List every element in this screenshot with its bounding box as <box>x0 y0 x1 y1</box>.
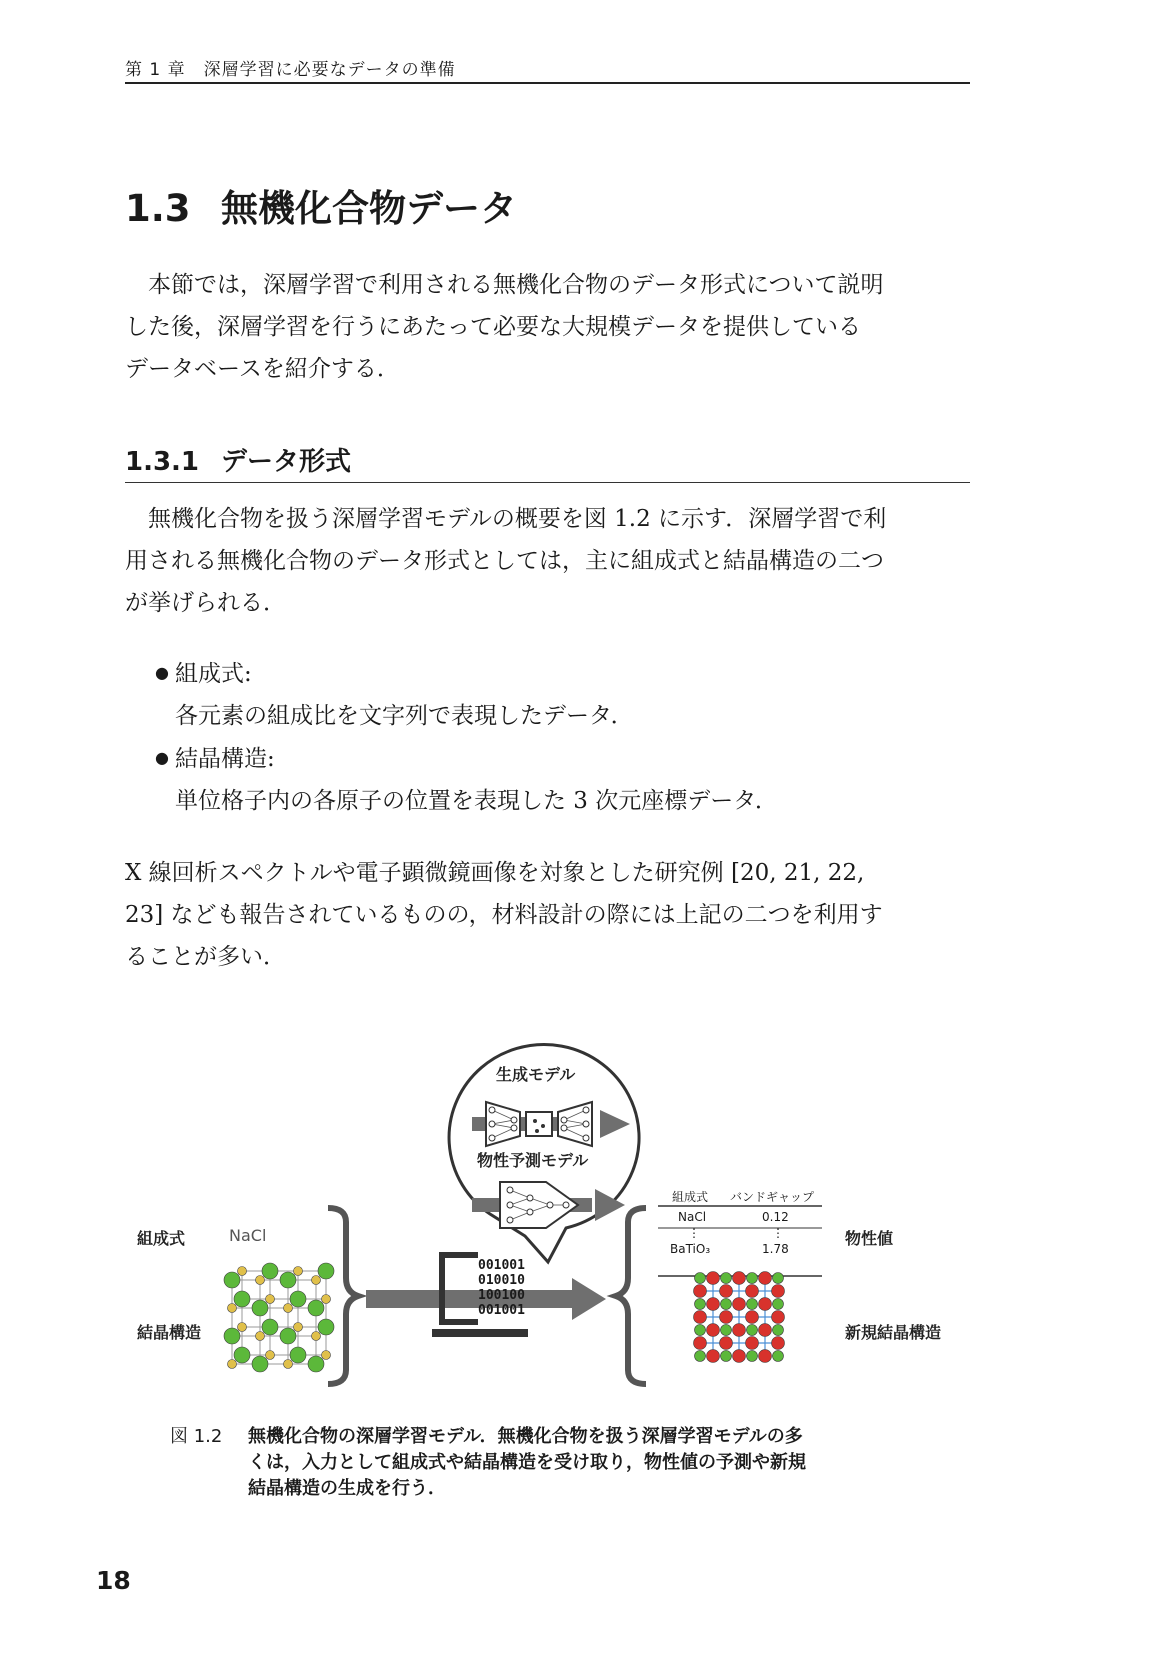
atom <box>707 1298 720 1311</box>
intro-line-3: データベースを紹介する． <box>125 356 400 382</box>
input-structure-label: 結晶構造 <box>137 1323 202 1342</box>
atom <box>759 1324 772 1337</box>
intro-line-2: した後，深層学習を行うにあたって必要な大規模データを提供している <box>125 314 861 340</box>
atom <box>238 1267 247 1276</box>
atom <box>312 1332 321 1341</box>
atom <box>759 1298 772 1311</box>
atom <box>747 1351 758 1362</box>
atom <box>256 1276 265 1285</box>
p2-line-3: が挙げられる． <box>125 590 286 616</box>
other-data-paragraph <box>125 852 975 978</box>
subsection-title-text: データ形式 <box>221 447 352 477</box>
atom <box>733 1324 746 1337</box>
intro-paragraph <box>125 264 975 390</box>
atom <box>238 1323 247 1332</box>
binary-line: 010010 <box>478 1273 525 1288</box>
subsection-rule <box>125 482 970 483</box>
figure-caption <box>170 1424 930 1502</box>
atom <box>256 1332 265 1341</box>
atom <box>772 1311 785 1324</box>
atom <box>747 1299 758 1310</box>
table-header-row <box>658 1188 822 1206</box>
atom <box>252 1356 268 1372</box>
atom <box>707 1324 720 1337</box>
table-row <box>658 1226 822 1242</box>
atom <box>280 1328 296 1344</box>
atom <box>694 1311 707 1324</box>
atom <box>294 1323 303 1332</box>
atom <box>252 1300 268 1316</box>
bullet-desc-composition: 各元素の組成比を文字列で表現したデータ． <box>175 703 634 729</box>
atom <box>318 1263 334 1279</box>
atom <box>228 1304 237 1313</box>
atom <box>262 1319 278 1335</box>
header-rule <box>125 82 970 84</box>
right-brace <box>616 1208 646 1384</box>
atom <box>733 1272 746 1285</box>
atom <box>695 1351 706 1362</box>
page-number: 18 <box>96 1566 131 1595</box>
binary-data <box>478 1258 525 1318</box>
table-cell-formula: ⋮ <box>688 1226 700 1240</box>
atom <box>733 1350 746 1363</box>
atom <box>707 1350 720 1363</box>
p2-line-1: 無機化合物を扱う深層学習モデルの概要を図 1.2 に示す．深層学習で利 <box>148 506 887 532</box>
caption-line-2: くは，入力として組成式や結晶構造を受け取り，物性値の予測や新規 <box>248 1452 806 1473</box>
table-header-bandgap: バンドギャップ <box>730 1190 815 1204</box>
data-format-paragraph <box>125 498 975 624</box>
atom <box>234 1291 250 1307</box>
table-cell-formula: BaTiO₃ <box>670 1242 711 1256</box>
binary-line: 001001 <box>478 1258 525 1273</box>
figure-1-2 <box>0 1040 1165 1410</box>
section-title-text: 無機化合物データ <box>221 187 517 230</box>
generative-model-label: 生成モデル <box>496 1065 576 1084</box>
atom <box>746 1337 759 1350</box>
atom <box>695 1325 706 1336</box>
atom <box>720 1311 733 1324</box>
atom <box>759 1350 772 1363</box>
atom <box>284 1360 293 1369</box>
generative-model-icon <box>472 1102 630 1146</box>
atom <box>720 1337 733 1350</box>
binary-line: 001001 <box>478 1303 525 1318</box>
atom <box>308 1356 324 1372</box>
atom <box>280 1272 296 1288</box>
atom <box>294 1267 303 1276</box>
output-structure-label: 新規結晶構造 <box>845 1323 942 1342</box>
atom <box>234 1347 250 1363</box>
table-cell-formula: NaCl <box>678 1210 707 1224</box>
atom <box>308 1300 324 1316</box>
atom <box>694 1337 707 1350</box>
predictive-model-icon <box>472 1182 625 1228</box>
bullet-list <box>155 652 778 822</box>
atom <box>322 1295 331 1304</box>
caption-number: 図 1.2 <box>170 1426 223 1447</box>
atom <box>772 1337 785 1350</box>
atom <box>266 1351 275 1360</box>
atom <box>773 1299 784 1310</box>
bullet-term-structure: ● 結晶構造: <box>155 737 778 780</box>
atom <box>721 1273 732 1284</box>
p3-line-3: ることが多い． <box>125 944 286 970</box>
p3-line-1: X 線回析スペクトルや電子顕微鏡画像を対象とした研究例 [20, 21, 22, <box>125 860 865 886</box>
table-row <box>658 1210 822 1226</box>
property-table <box>658 1188 822 1258</box>
atom <box>228 1360 237 1369</box>
table-row <box>658 1242 822 1258</box>
atom <box>694 1285 707 1298</box>
p2-line-2: 用される無機化合物のデータ形式としては，主に組成式と結晶構造の二つ <box>125 548 884 574</box>
atom <box>721 1351 732 1362</box>
atom <box>747 1325 758 1336</box>
atom <box>266 1295 275 1304</box>
input-composition-value: NaCl <box>229 1226 267 1245</box>
atom <box>262 1263 278 1279</box>
atom <box>746 1311 759 1324</box>
atom <box>322 1351 331 1360</box>
atom <box>284 1304 293 1313</box>
bullet-desc-structure: 単位格子内の各原子の位置を表現した 3 次元座標データ． <box>175 788 778 814</box>
atom <box>721 1325 732 1336</box>
atom <box>733 1298 746 1311</box>
atom <box>695 1299 706 1310</box>
atom <box>707 1272 720 1285</box>
atom <box>720 1285 733 1298</box>
predictive-model-label: 物性予測モデル <box>477 1151 589 1170</box>
section-number: 1.3 <box>125 187 191 230</box>
output-property-label: 物性値 <box>845 1229 894 1248</box>
atom <box>721 1299 732 1310</box>
table-cell-value: ⋮ <box>772 1226 784 1240</box>
atom <box>747 1273 758 1284</box>
section-title <box>125 178 517 232</box>
atom <box>759 1272 772 1285</box>
atom <box>224 1328 240 1344</box>
atom <box>224 1272 240 1288</box>
running-head: 第 1 章 深層学習に必要なデータの準備 <box>125 60 456 80</box>
table-cell-value: 1.78 <box>762 1242 789 1256</box>
atom <box>773 1351 784 1362</box>
caption-line-3: 結晶構造の生成を行う． <box>248 1478 446 1499</box>
output-crystal-structure <box>694 1272 785 1363</box>
atom <box>312 1276 321 1285</box>
binary-line: 100100 <box>478 1288 525 1303</box>
atom <box>290 1347 306 1363</box>
table-header-formula: 組成式 <box>672 1190 709 1204</box>
atom <box>773 1325 784 1336</box>
intro-line-1: 本節では，深層学習で利用される無機化合物のデータ形式について説明 <box>148 272 884 298</box>
atom <box>695 1273 706 1284</box>
atom <box>290 1291 306 1307</box>
input-composition-label: 組成式 <box>137 1229 186 1248</box>
figure-graphics <box>0 1040 1165 1410</box>
left-brace <box>328 1208 358 1384</box>
input-crystal-structure <box>224 1263 334 1372</box>
p3-line-2: 23] なども報告されているものの，材料設計の際には上記の二つを利用す <box>125 902 883 928</box>
table-cell-value: 0.12 <box>762 1210 789 1224</box>
bullet-term-composition: ● 組成式: <box>155 652 778 695</box>
subsection-title <box>125 441 351 478</box>
caption-line-1: 無機化合物の深層学習モデル．無機化合物を扱う深層学習モデルの多 <box>248 1426 803 1447</box>
subsection-number: 1.3.1 <box>125 447 200 477</box>
atom <box>772 1285 785 1298</box>
atom <box>318 1319 334 1335</box>
atom <box>746 1285 759 1298</box>
atom <box>773 1273 784 1284</box>
